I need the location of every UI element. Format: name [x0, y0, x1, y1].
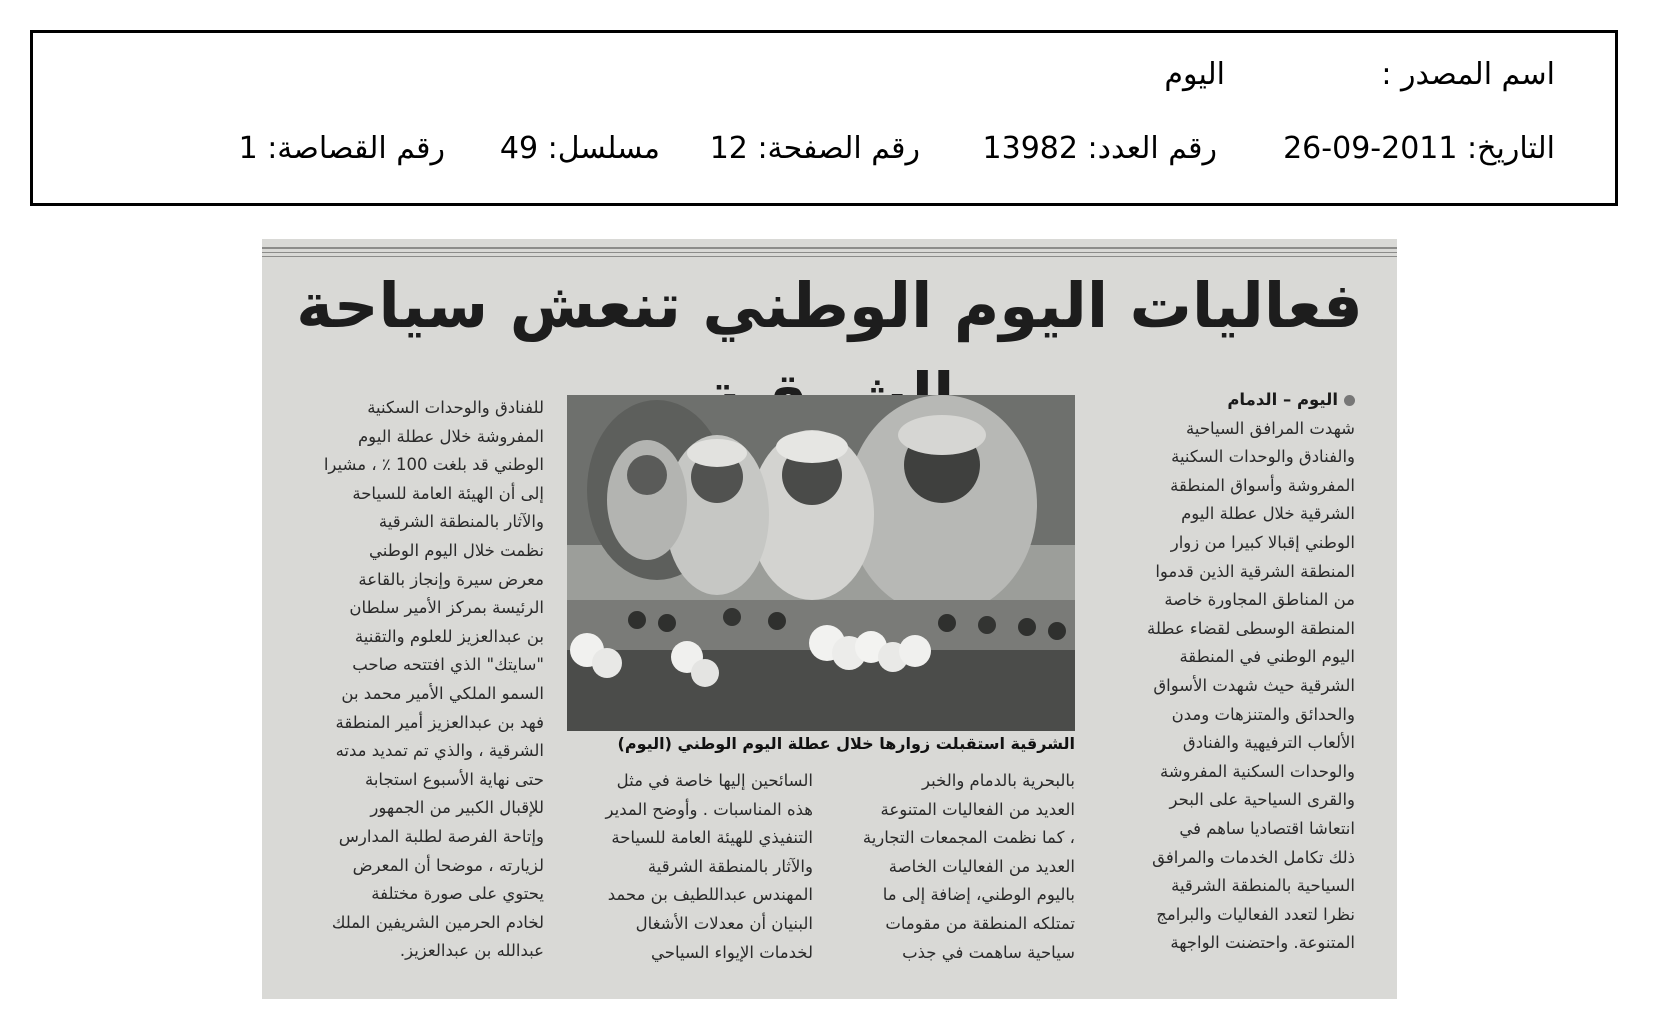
source-label: اسم المصدر : [1381, 57, 1555, 92]
text-line: الرئيسة بمركز الأمير سلطان [349, 598, 544, 618]
text-line: سياحية ساهمت في جذب [902, 942, 1075, 962]
text-line: "سايتك" الذي افتتحه صاحب [352, 655, 544, 675]
text-line: الشرقية حيث شهدت الأسواق [1153, 675, 1355, 695]
date-field: التاريخ: 2011-09-26 [1283, 131, 1555, 166]
text-line: نظرا لتعدد الفعاليات والبرامج [1156, 904, 1355, 924]
text-line: الألعاب الترفيهية والفنادق [1182, 733, 1355, 753]
photo-illustration [567, 395, 1075, 731]
text-line: نظمت خلال اليوم الوطني [369, 540, 544, 560]
text-line: للإقبال الكبير من الجمهور [370, 798, 544, 818]
text-line: الوطني قد بلغت 100 ٪ ، مشيرا [323, 455, 544, 475]
column-right [1110, 386, 1355, 958]
top-rule-3 [262, 256, 1397, 257]
text-line: بن عبدالعزيز للعلوم والتقنية [354, 626, 544, 646]
text-line: المهندس عبداللطيف بن محمد [607, 885, 813, 905]
bullet-icon [1344, 395, 1355, 406]
text-line: لخدمات الإيواء السياحي [651, 942, 813, 962]
text-line: والآثار بالمنطقة الشرقية [378, 512, 544, 532]
issue-number-field: رقم العدد: 13982 [982, 131, 1217, 166]
text-line: وإتاحة الفرصة لطلبة المدارس [338, 826, 544, 846]
article-photo [567, 395, 1075, 731]
article-dateline: اليوم – الدمام [1110, 386, 1355, 415]
text-line: المفروشة وأسواق المنطقة [1170, 475, 1355, 495]
text-line: المتنوعة. واحتضنت الواجهة [1170, 933, 1355, 953]
text-line: شهدت المرافق السياحية [1186, 418, 1355, 438]
text-line: انتعاشا اقتصاديا ساهم في [1179, 818, 1355, 838]
text-line: عبدالله بن عبدالعزيز. [399, 941, 544, 961]
clipping-number-field: رقم القصاصة: 1 [238, 131, 445, 166]
text-line: المنطقة الشرقية الذين قدموا [1155, 561, 1355, 581]
text-line: بالبحرية بالدمام والخبر [921, 771, 1075, 790]
text-line: معرض سيرة وإنجاز بالقاعة [358, 569, 544, 589]
text-line: هذه المناسبات . وأوضح المدير [605, 799, 813, 819]
text-line: والوحدات السكنية المفروشة [1159, 761, 1355, 781]
text-line: لخادم الحرمين الشريفين الملك [331, 912, 544, 932]
column-left [296, 394, 544, 966]
text-line: السمو الملكي الأمير محمد بن [341, 683, 544, 703]
text-line: الشرقية ، والذي تم تمديد مدته [335, 741, 544, 761]
text-line: للفنادق والوحدات السكنية [367, 398, 544, 417]
newspaper-clipping [262, 239, 1397, 999]
article-headline: فعاليات اليوم الوطني تنعش سياحة [296, 269, 1363, 342]
top-rule-2 [262, 252, 1397, 253]
column-middle-left [568, 767, 813, 967]
text-line: ، كما نظمت المجمعات التجارية [862, 828, 1075, 848]
text-line: والفنادق والوحدات السكنية [1171, 447, 1355, 467]
text-line: البنيان أن معدلات الأشغال [635, 913, 813, 933]
text-line: الوطني إقبالا كبيرا من زوار [1170, 532, 1355, 552]
text-line: العديد من الفعاليات المتنوعة [880, 799, 1075, 819]
text-line: المنطقة الوسطى لقضاء عطلة [1147, 618, 1355, 638]
column-middle-right [827, 767, 1075, 967]
text-line: لزيارته ، موضحا أن المعرض [352, 855, 544, 875]
text-line: باليوم الوطني، إضافة إلى ما [882, 885, 1075, 905]
top-rule [262, 247, 1397, 249]
text-line: الشرقية خلال عطلة اليوم [1181, 504, 1355, 524]
text-line: والحدائق والمتنزهات ومدن [1171, 704, 1355, 724]
text-line: السياحية بالمنطقة الشرقية [1171, 876, 1355, 896]
text-line: من المناطق المجاورة خاصة [1164, 590, 1355, 610]
serial-number-field: مسلسل: 49 [499, 131, 660, 166]
photo-caption: الشرقية استقبلت زوارها خلال عطلة اليوم الوطني (اليوم) [617, 734, 1075, 753]
text-line: المفروشة خلال عطلة اليوم [357, 426, 544, 446]
text-line: العديد من الفعاليات الخاصة [888, 856, 1075, 876]
text-line: حتى نهاية الأسبوع استجابة [364, 769, 544, 789]
text-line: السائحين إليها خاصة في مثل [616, 771, 813, 790]
page-number-field: رقم الصفحة: 12 [709, 131, 920, 166]
text-line: يحتوي على صورة مختلفة [371, 884, 544, 904]
text-line: فهد بن عبدالعزيز أمير المنطقة [335, 712, 544, 732]
text-line: ذلك تكامل الخدمات والمرافق [1152, 847, 1355, 867]
text-line: والقرى السياحية على البحر [1169, 790, 1355, 810]
text-line: إلى أن الهيئة العامة للسياحة [352, 483, 544, 503]
text-line: اليوم الوطني في المنطقة [1179, 647, 1355, 667]
text-line: تمتلكه المنطقة من مقومات [885, 913, 1075, 933]
source-value: اليوم [1164, 57, 1225, 92]
clipping-metadata-box [30, 30, 1618, 206]
text-line: والآثار بالمنطقة الشرقية [647, 856, 813, 876]
text-line: التنفيذي للهيئة العامة للسياحة [611, 828, 813, 848]
